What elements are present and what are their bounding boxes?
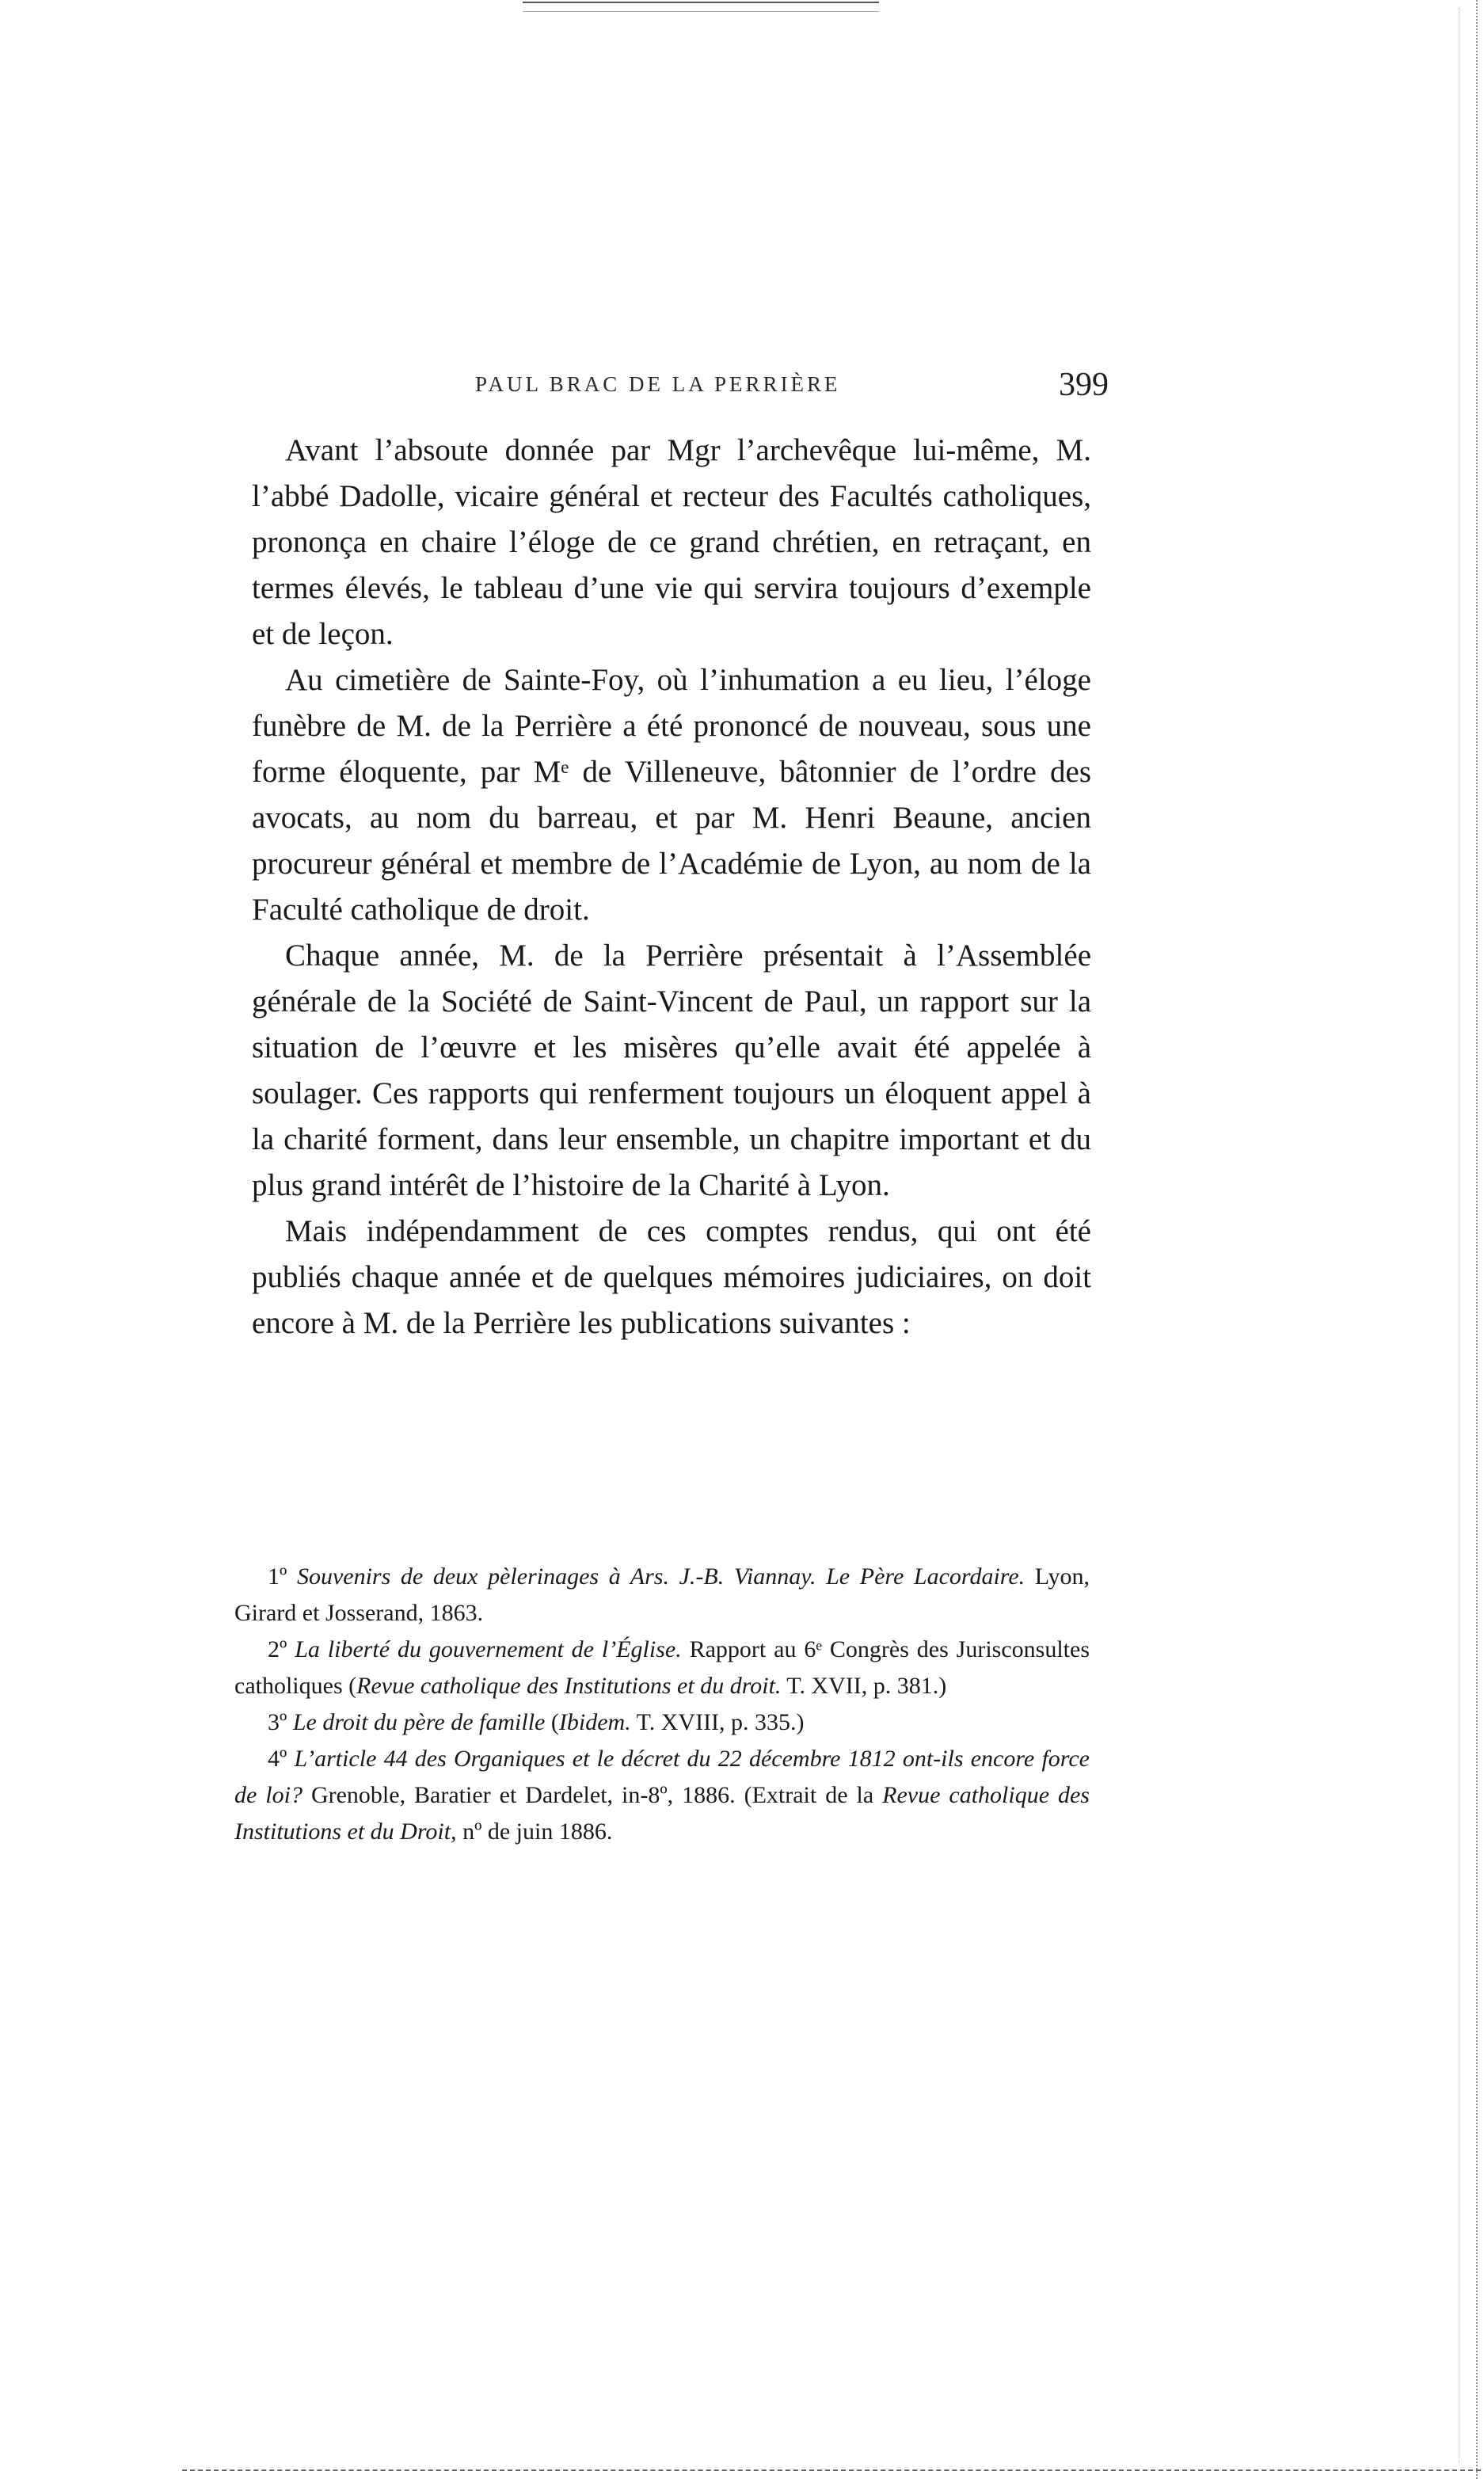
note-reference: nº de juin 1886. — [456, 1818, 613, 1845]
paragraph: Mais indépendamment de ces comptes rendus, qui ont été publiés chaque année et de quelques mémoires judiciaires, on doit encore à M. de la Perrière les publications suivantes : — [252, 1214, 1091, 1340]
bibliography-notes — [234, 1559, 1090, 1850]
paragraph: Avant l’absoute donnée par Mgr l’archevêque lui-même, M. l’abbé Dadolle, vicaire général et recteur des Facultés catholiques, prononça en chaire l’éloge de ce grand chrétien, en retraçant, en termes élevés, le tableau d’une vie qui servira toujours d’exemple et de leçon. — [252, 433, 1091, 651]
note-title: L’article 44 des Organiques et le décret du 22 décembre 1812 ont-ils encore force de loi? — [234, 1746, 1090, 1808]
paragraph: Au cimetière de Sainte-Foy, où l’inhumation a eu lieu, l’éloge funèbre de M. de la Perrière a été prononcé de nouveau, sous une forme éloquente, par Mᵉ de Villeneuve, bâtonnier de l’ordre des avocats, au nom du barreau, et par M. Henri Beaune, ancien procureur général et membre de l’Académie de Lyon, au nom de la Faculté catholique de droit. — [252, 663, 1091, 927]
note-item — [234, 1559, 1090, 1632]
note-journal: Revue catholique des Institutions et du droit. — [356, 1673, 782, 1699]
scan-top-rule — [523, 2, 879, 3]
note-number: 2º — [268, 1636, 295, 1662]
note-title: La liberté du gouvernement de l’Église. — [295, 1636, 682, 1662]
note-publisher: ( — [545, 1709, 559, 1735]
running-head — [253, 366, 1109, 413]
scan-bottom-rule — [182, 2469, 1481, 2471]
main-text — [252, 428, 1091, 1346]
note-number: 1º — [268, 1563, 297, 1590]
note-title: Le droit du père de famille — [292, 1709, 546, 1735]
note-item — [234, 1704, 1090, 1741]
note-journal: Ibidem. — [558, 1709, 631, 1735]
note-item — [234, 1741, 1090, 1850]
note-number: 4º — [268, 1746, 295, 1772]
note-journal: Revue catholique des Institutions et du Droit, — [234, 1782, 1090, 1845]
page-number: 399 — [1059, 367, 1109, 403]
note-number: 3º — [268, 1709, 293, 1735]
note-item — [234, 1632, 1090, 1704]
paragraph: Chaque année, M. de la Perrière présentait à l’Assemblée générale de la Société de Saint-Vincent de Paul, un rapport sur la situation de l’œuvre et les misères qu’elle avait été appelée à soulager. Ces rapports qui renferment toujours un éloquent appel à la charité forment, dans leur ensemble, un chapitre important et du plus grand intérêt de l’histoire de la Charité à Lyon. — [252, 939, 1091, 1202]
scan-right-edge — [1476, 0, 1478, 2479]
note-title: Souvenirs de deux pèlerinages à Ars. J.-B. Viannay. Le Père Lacordaire. — [296, 1563, 1025, 1590]
running-title: PAUL BRAC DE LA PERRIÈRE — [475, 372, 841, 396]
note-reference: T. XVIII, p. 335.) — [630, 1709, 805, 1735]
scan-top-rule-secondary — [523, 11, 879, 12]
note-publisher: Grenoble, Baratier et Dardelet, in-8º, 1886. (Extrait de la — [302, 1782, 883, 1808]
note-reference: T. XVII, p. 381.) — [781, 1673, 947, 1699]
note-publisher: Rapport au 6ᵉ Congrès des Jurisconsultes catholiques ( — [234, 1636, 1090, 1699]
note-publisher: Lyon, Girard et Josserand, 1863. — [234, 1563, 1090, 1626]
